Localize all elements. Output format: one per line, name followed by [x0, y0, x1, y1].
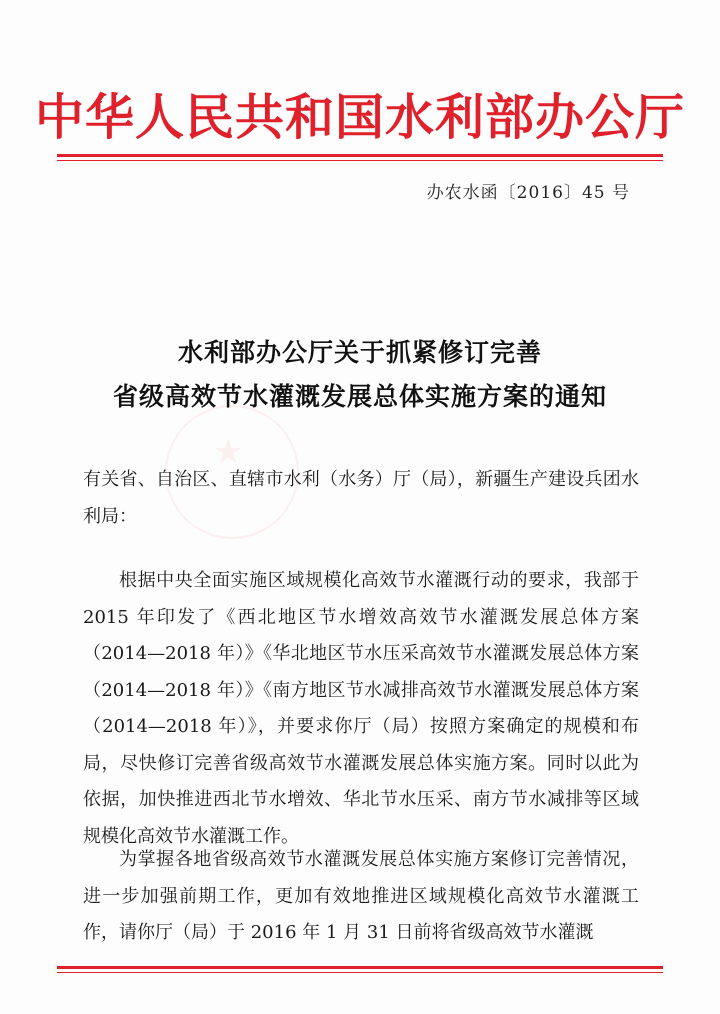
document-number: 办农水函〔2016〕45 号 [426, 183, 630, 203]
addressee: 有关省、自治区、直辖市水利（水务）厅（局），新疆生产建设兵团水利局： [83, 469, 639, 527]
letterhead-title: 中华人民共和国水利部办公厅 [34, 89, 685, 146]
footer-divider-thin [57, 972, 663, 973]
document-title-line-1: 水利部办公厅关于抓紧修订完善 [177, 338, 542, 367]
body-paragraph-1: 根据中央全面实施区域规模化高效节水灌溉行动的要求，我部于 2015 年印发了《西北地区节水增效高效节水灌溉发展总体方案（2014—2018 年）》《华北地区节水压采高效节水灌溉发展总体方案（2014—2018 年）》《南方地区节水减排高效节水灌溉发展总体方案（2014—2018 年）》，并要求你厅（局）按照方案确定的规模和布局，尽快修订完善省级高效节水灌溉发展总体实施方案。同时以此为依据，加快推进西北节水增效、华北节水压采、南方节水减排等区域规模化高效节水灌溉工作。 [83, 570, 639, 847]
letterhead-divider-thin [57, 160, 663, 161]
seal-star-icon: ★ [213, 432, 244, 472]
letterhead-divider-thick [57, 154, 663, 157]
footer-divider-thick [57, 966, 663, 969]
body-paragraph-2: 为掌握各地省级高效节水灌溉发展总体实施方案修订完善情况，进一步加强前期工作，更加有效地推进区域规模化高效节水灌溉工作，请你厅（局）于 2016 年 1 月 31 日前将省级高效节水灌溉 [83, 849, 639, 943]
document-title-line-2: 省级高效节水灌溉发展总体实施方案的通知 [112, 382, 607, 411]
